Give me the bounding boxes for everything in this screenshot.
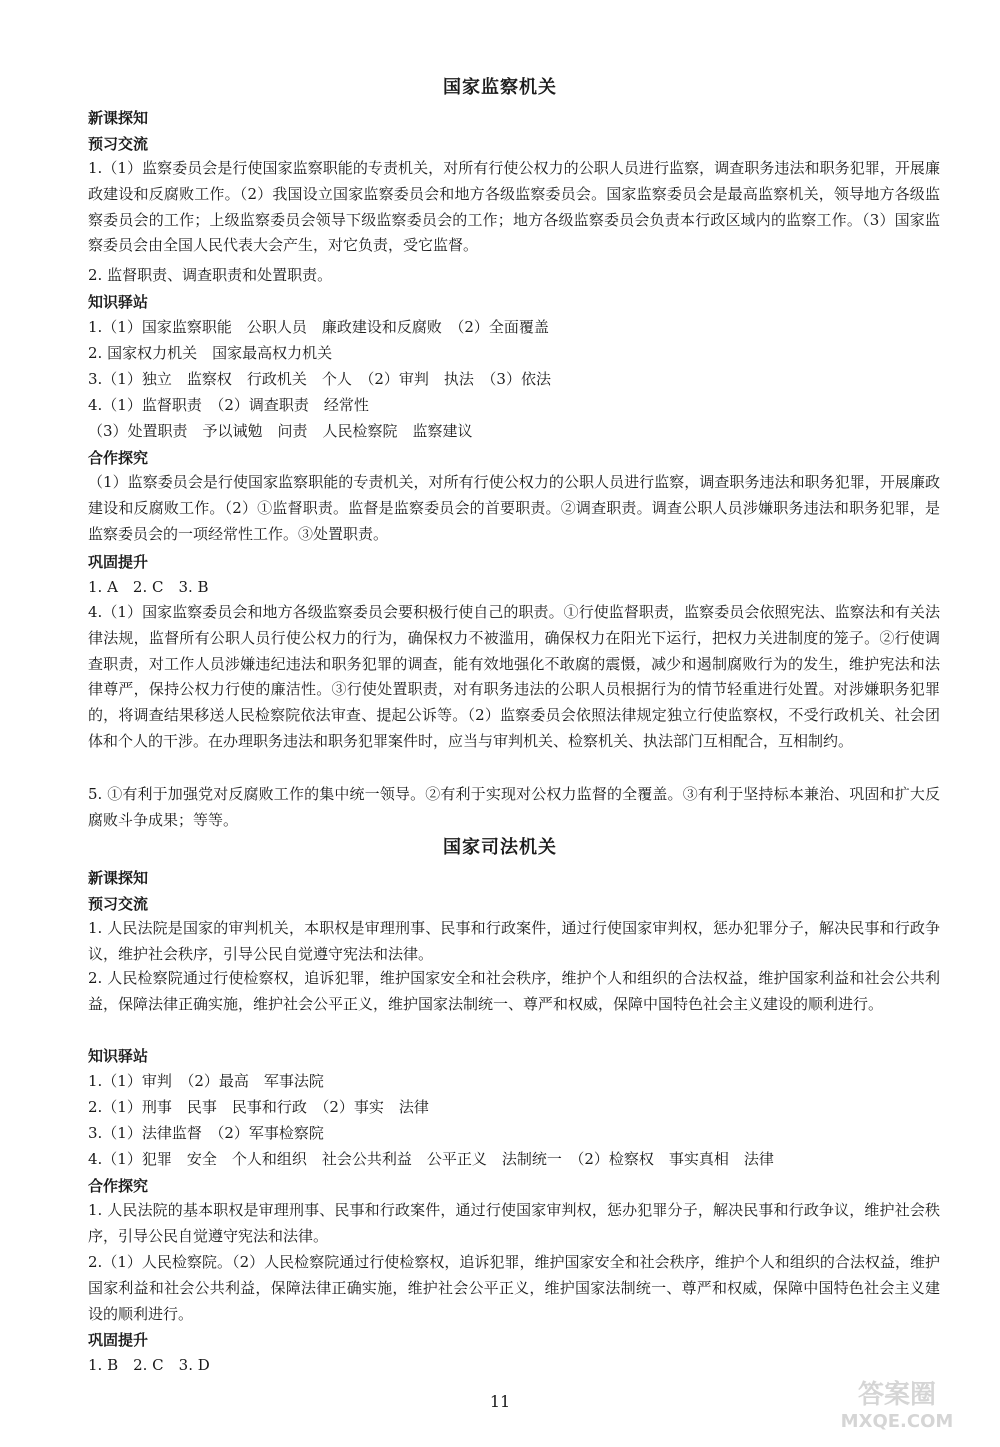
watermark-logo-icon — [822, 1373, 972, 1433]
heading-consolidate: 巩固提升 — [88, 553, 149, 571]
knowledge-line: （3）处置职责 予以诫勉 问责 人民检察院 监察建议 — [88, 422, 473, 440]
heading-cooperation: 合作探究 — [88, 449, 149, 467]
svg-text:答案圈: 答案圈 — [857, 1380, 937, 1410]
heading-knowledge: 知识驿站 — [88, 293, 149, 311]
knowledge-line: 3.（1）独立 监察权 行政机关 个人 （2）审判 执法 （3）依法 — [88, 370, 551, 388]
answer-paragraph-4: 4.（1）国家监察委员会和地方各级监察委员会要积极行使自己的职责。①行使监督职责，监察委员会依照宪法、监察法和有关法律法规，监督所有公职人员行使公权力的行为，确保权力不被滥用，确保权力在阳光下运行，把权力关进制度的笼子。②行使调查职责，对工作人员涉嫌违纪违法和职务犯罪的调查，能有效地强化不敢腐的震慑，减少和遏制腐败行为的发生，维护宪法和法律尊严，保持公权力行使的廉洁性。③行使处置职责，对有职务违法的公职人员根据行为的情节轻重进行处置。对涉嫌职务犯罪的，将调查结果移送人民检察院依法审查、提起公诉等。（2）监察委员会依照法律规定独立行使监察权，不受行政机关、社会团体和个人的干涉。在办理职务违法和职务犯罪案件时，应当与审判机关、检察机关、执法部门互相配合，互相制约。 — [88, 603, 940, 750]
heading-consolidate: 巩固提升 — [88, 1331, 149, 1349]
cooperation-paragraph-1: 1. 人民法院的基本职权是审理刑事、民事和行政案件，通过行使国家审判权，惩办犯罪分子，解决民事和行政争议，维护社会秩序，引导公民自觉遵守宪法和法律。 — [88, 1201, 940, 1245]
section-title-judicial: 国家司法机关 — [443, 837, 557, 858]
cooperation-paragraph-2: 2.（1）人民检察院。（2）人民检察院通过行使检察权，追诉犯罪，维护国家安全和社会秩序，维护个人和组织的合法权益，维护国家利益和社会公共利益，保障法律正确实施，维护社会公平正义，维护国家法制统一、尊严和权威，保障中国特色社会主义建设的顺利进行。 — [88, 1253, 940, 1323]
knowledge-line: 1.（1）审判 （2）最高 军事法院 — [88, 1072, 324, 1090]
svg-text:MXQE.COM: MXQE.COM — [840, 1411, 954, 1432]
knowledge-line: 2.（1）刑事 民事 民事和行政 （2）事实 法律 — [88, 1098, 429, 1116]
heading-new-lesson: 新课探知 — [88, 869, 149, 887]
cooperation-paragraph: （1）监察委员会是行使国家监察职能的专责机关，对所有行使公权力的公职人员进行监察，调查职务违法和职务犯罪，开展廉政建设和反腐败工作。（2）①监督职责。监督是监察委员会的首要职责。②调查职责。调查公职人员涉嫌职务违法和职务犯罪，是监察委员会的一项经常性工作。③处置职责。 — [88, 473, 940, 543]
answer-paragraph-5: 5. ①有利于加强党对反腐败工作的集中统一领导。②有利于实现对公权力监督的全覆盖。③有利于坚持标本兼治、巩固和扩大反腐败斗争成果；等等。 — [88, 785, 940, 829]
heading-new-lesson: 新课探知 — [88, 109, 149, 127]
heading-cooperation: 合作探究 — [88, 1177, 149, 1195]
knowledge-line: 3.（1）法律监督 （2）军事检察院 — [88, 1124, 324, 1142]
page-number: 11 — [489, 1392, 511, 1411]
preview-paragraph-2: 2. 监督职责、调查职责和处置职责。 — [88, 266, 333, 284]
preview-paragraph-2: 2. 人民检察院通过行使检察权，追诉犯罪，维护国家安全和社会秩序，维护个人和组织的合法权益，维护国家利益和社会公共利益，保障法律正确实施，维护社会公平正义，维护国家法制统一、尊严和权威，保障中国特色社会主义建设的顺利进行。 — [88, 969, 940, 1013]
answer-line: 1. B 2. C 3. D — [88, 1356, 210, 1374]
preview-paragraph-1: 1.（1）监察委员会是行使国家监察职能的专责机关，对所有行使公权力的公职人员进行监察，调查职务违法和职务犯罪，开展廉政建设和反腐败工作。（2）我国设立国家监察委员会和地方各级监察委员会。国家监察委员会是最高监察机关，领导地方各级监察委员会的工作；上级监察委员会领导下级监察委员会的工作；地方各级监察委员会负责本行政区域内的监察工作。（3）国家监察委员会由全国人民代表大会产生，对它负责，受它监督。 — [88, 159, 940, 255]
heading-knowledge: 知识驿站 — [88, 1047, 149, 1065]
heading-preview: 预习交流 — [88, 135, 149, 153]
knowledge-line: 1.（1）国家监察职能 公职人员 廉政建设和反腐败 （2）全面覆盖 — [88, 318, 549, 336]
section-title-supervision: 国家监察机关 — [443, 77, 557, 98]
knowledge-line: 2. 国家权力机关 国家最高权力机关 — [88, 344, 333, 362]
heading-preview: 预习交流 — [88, 895, 149, 913]
answer-line: 1. A 2. C 3. B — [88, 578, 209, 596]
preview-paragraph-1: 1. 人民法院是国家的审判机关，本职权是审理刑事、民事和行政案件，通过行使国家审判权，惩办犯罪分子，解决民事和行政争议，维护社会秩序，引导公民自觉遵守宪法和法律。 — [88, 919, 940, 963]
knowledge-line: 4.（1）监督职责 （2）调查职责 经常性 — [88, 396, 369, 414]
knowledge-line: 4.（1）犯罪 安全 个人和组织 社会公共利益 公平正义 法制统一 （2）检察权 事实真相 法律 — [88, 1150, 774, 1168]
